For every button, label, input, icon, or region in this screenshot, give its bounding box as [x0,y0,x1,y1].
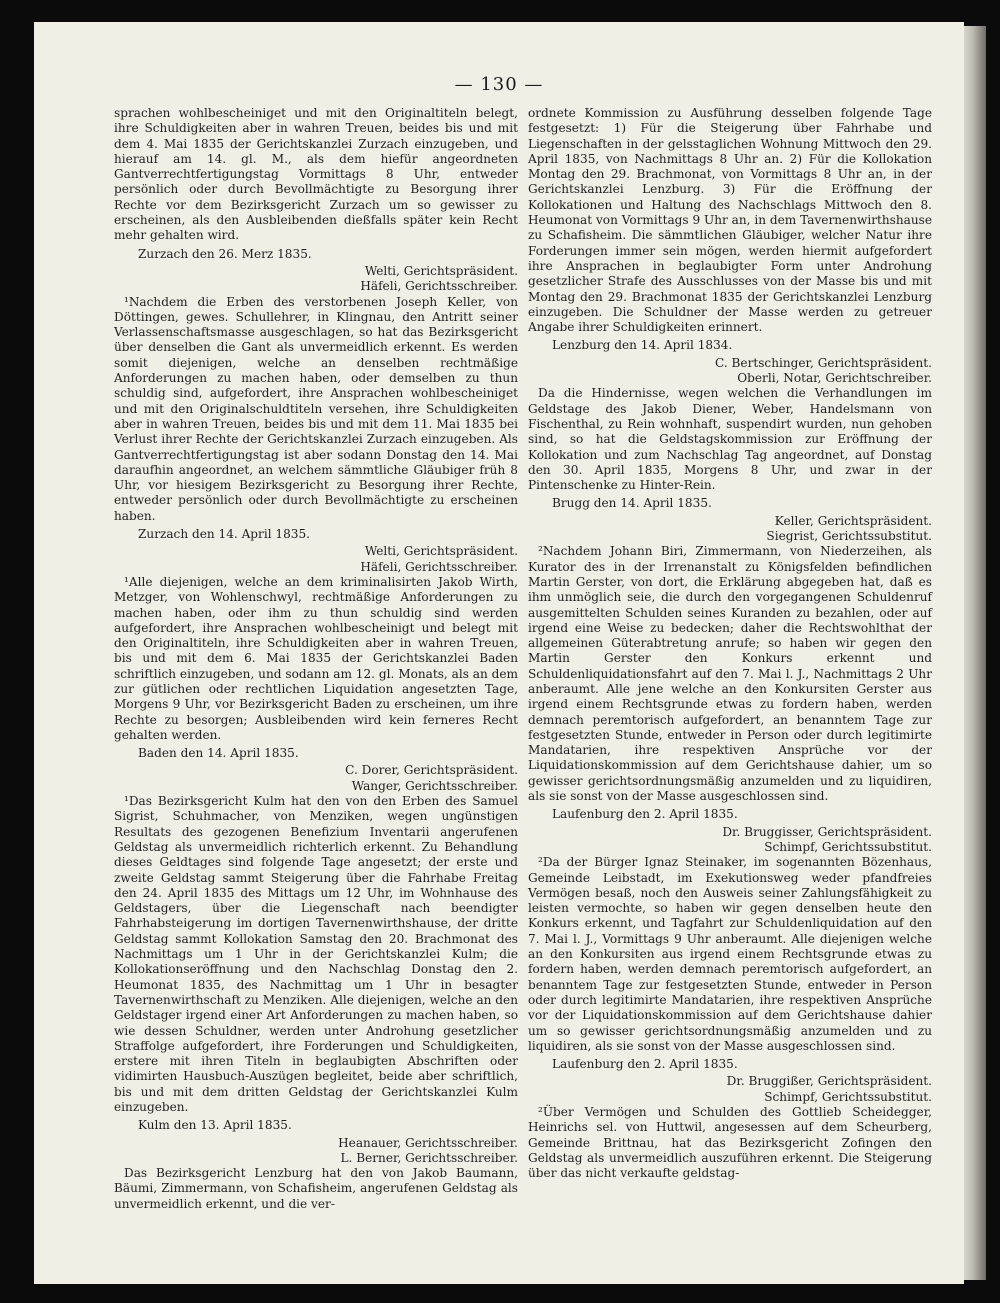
notice-signature: Schimpf, Gerichtssubstitut. [764,839,932,854]
notice-date: Laufenburg den 2. April 1835. [552,807,738,822]
notice-signature: Oberli, Notar, Gerichtschreiber. [737,371,932,386]
notice-paragraph: ²Über Vermögen und Schulden des Gottlieb Scheidegger, Heinrichs sel. von Huttwil, angesessen auf dem Scheurberg, Gemeinde Brittnau, hat das Bezirksgericht Zofingen den Geldstag als unvermeidlich auszuführen erkennt. Die Steigerung über das nicht verkaufte geldstag- [528,1105,932,1181]
notice-paragraph: sprachen wohlbescheiniget und mit den Originaltiteln belegt, ihre Schuldigkeiten aber in wahren Treuen, beides bis und mit dem 4. Mai 1835 der Gerichtskanzlei Zurzach einzugeben, und hierauf am 14. gl. M., als dem hiefür angeordneten Gantverrechtfertigungstag Vormittags 8 Uhr, entweder persönlich oder durch Bevollmächtigte zu Besorgung ihrer Rechte vor dem Bezirksgericht Zurzach um so gewisser zu erscheinen, als den Ausbleibenden dießfalls später kein Recht mehr gehalten wird. [114,106,518,243]
page-edge [964,26,986,1280]
notice-signature: Welti, Gerichtspräsident. [364,263,518,278]
notice-date: Brugg den 14. April 1835. [552,496,712,511]
notice-signature: Schimpf, Gerichtssubstitut. [764,1089,932,1104]
notice-paragraph: Das Bezirksgericht Lenzburg hat den von Jakob Baumann, Bäumi, Zimmermann, von Schafisheim, angerufenen Geldstag als unvermeidlich erkennt, und die ver- [114,1166,518,1211]
notice-signature: Keller, Gerichtspräsident. [774,513,932,528]
notice-signature: Siegrist, Gerichtssubstitut. [766,529,932,544]
notice-date: Laufenburg den 2. April 1835. [552,1057,738,1072]
notice-signature: C. Bertschinger, Gerichtspräsident. [715,355,932,370]
notice-signature: Dr. Bruggisser, Gerichtspräsident. [722,824,932,839]
newspaper-page [34,22,964,1284]
notice-date: Zurzach den 14. April 1835. [138,527,311,542]
notice-paragraph: ¹Alle diejenigen, welche an dem kriminalisirten Jakob Wirth, Metzger, von Wohlenschwyl, rechtmäßige Anforderungen zu machen haben, oder ihm zu thun schuldig sind werden aufgefordert, ihre Ansprachen wohlbescheinigt und belegt mit den Originaltiteln, ihre Schuldigkeiten aber in wahren Treuen, bis und mit dem 6. Mai 1835 der Gerichtskanzlei Baden schriftlich einzugeben, und sodann am 12. gl. Monats, als an dem zur gütlichen oder rechtlichen Liquidation angesetzten Tage, Morgens 9 Uhr, vor Bezirksgericht Baden zu erscheinen, um ihre Rechte zu besorgen; Ausbleibenden wird kein ferneres Recht gehalten werden. [114,574,518,742]
notice-signature: Welti, Gerichtspräsident. [364,544,518,559]
notice-signature: Häfeli, Gerichtsschreiber. [360,559,518,574]
notice-date: Baden den 14. April 1835. [138,746,299,761]
notice-paragraph: ¹Das Bezirksgericht Kulm hat den von den Erben des Samuel Sigrist, Schuhmacher, von Menziken, wegen ungünstigen Resultats des gezogenen Benefizium Inventarii angerufenen Geldstag als unvermeidlich richterlich erkennt. Zu Behandlung dieses Geldtages sind folgende Tage angesetzt; der erste und zweite Geldstag sammt Steigerung über die Fahrhabe Freitag den 24. April 1835 des Mittags um 12 Uhr, im Wohnhause des Geldstagers, über die Liegenschaft nach beendigter Fahrhabsteigerung im dortigen Tavernenwirthshause, der dritte Geldstag sammt Kollokation Samstag den 20. Brachmonat des Nachmittags um 1 Uhr in der Gerichtskanzlei Kulm; die Kollokationseröffnung und den Nachschlag Donstag den 2. Heumonat 1835, des Nachmittag um 1 Uhr in besagter Tavernenwirthschaft zu Menziken. Alle diejenigen, welche an den Geldstager irgend einer Art Anforderungen zu machen haben, so wie dessen Schuldner, werden unter Androhung gesetzlicher Straffolge aufgefordert, ihre Forderungen und Schuldigkeiten, erstere mit ihren Titeln in beglaubigten Abschriften oder vidimirten Hausbuch-Auszügen begleitet, beide aber schriftlich, bis und mit dem dritten Geldstag der Gerichtskanzlei Kulm einzugeben. [114,794,518,1114]
notice-signature: Wanger, Gerichtsschreiber. [351,778,518,793]
notice-signature: L. Berner, Gerichtsschreiber. [340,1150,518,1165]
notice-signature: C. Dorer, Gerichtspräsident. [345,763,518,778]
notice-signature: Heanauer, Gerichtsschreiber. [338,1135,518,1150]
notice-signature: Häfeli, Gerichtsschreiber. [360,279,518,294]
notice-date: Kulm den 13. April 1835. [138,1118,292,1133]
notice-date: Lenzburg den 14. April 1834. [552,338,733,353]
notice-date: Zurzach den 26. Merz 1835. [138,246,312,261]
right-column [528,106,932,1184]
notice-paragraph: ordnete Kommission zu Ausführung desselben folgende Tage festgesetzt: 1) Für die Steigerung über Fahrhabe und Liegenschaften in der gelsstaglichen Wohnung Mittwoch den 29. April 1835, von Nachmittags 8 Uhr an. 2) Für die Kollokation Montag den 29. Brachmonat, von Vormittags 8 Uhr an, in der Gerichtskanzlei Lenzburg. 3) Für die Eröffnung der Kollokationen und Haltung des Nachschlags Mittwoch den 8. Heumonat von Vormittags 9 Uhr an, in dem Tavernenwirthshause zu Schafisheim. Die sämmtlichen Gläubiger, welcher Natur ihre Forderungen immer sein mögen, werden hiermit aufgefordert ihre Ansprachen in beglaubigter Form unter Androhung gesetzlicher Strafe des Ausschlusses von der Masse bis und mit Montag den 29. Brachmonat 1835 der Gerichtskanzlei Lenzburg einzugeben. Die Schuldner der Masse werden zu getreuer Angabe ihrer Schuldigkeiten erinnert. [528,106,932,335]
notice-paragraph: Da die Hindernisse, wegen welchen die Verhandlungen im Geldstage des Jakob Diener, Weber, Handelsmann von Fischenthal, zu Rein wohnhaft, suspendirt wurden, nun gehoben sind, so hat die Geldstagskommission zur Eröffnung der Kollokation und zum Nachschlag Tag angeordnet, auf Donstag den 30. April 1835, Morgens 8 Uhr, und zwar in der Pintenschenke zu Hinter-Rein. [528,386,932,493]
page-number: — 130 — [454,74,544,95]
notice-paragraph: ²Nachdem Johann Biri, Zimmermann, von Niederzeihen, als Kurator des in der Irrenanstalt zu Königsfelden befindlichen Martin Gerster, von dort, die Erklärung abgegeben hat, daß es ihm unmöglich seie, die durch den vorgegangenen Schuldenruf ausgemittelten Schulden seines Kuranden zu bezahlen, oder auf irgend eine Weise zu bedecken; daher die Rechtswohlthat der allgemeinen Güterabtretung anrufe; so haben wir gegen den Martin Gerster den Konkurs erkennt und Schuldenliquidationsfahrt auf den 7. Mai l. J., Nachmittags 2 Uhr anberaumt. Alle jene welche an den Konkursiten Gerster aus irgend einem Rechtsgrunde etwas zu fordern haben, werden demnach peremtorisch aufgefordert, an benanntem Tage zur festgesetzten Stunde, entweder in Person oder durch legitimirte Mandatarien, ihre respektiven Ansprüche vor der Liquidationskommission auf dem Gerichtshause dahier, um so gewisser gerichtsordnungsmäßig anzumelden und zu liquidiren, als sie sonst von der Masse ausgeschlossen sind. [528,544,932,804]
notice-signature: Dr. Bruggißer, Gerichtspräsident. [726,1074,932,1089]
notice-paragraph: ²Da der Bürger Ignaz Steinaker, im sogenannten Bözenhaus, Gemeinde Leibstadt, im Exekutionsweg weder pfandfreies Vermögen besaß, noch den Ausweis seiner Zahlungsfähigkeit zu leisten vermochte, so haben wir gegen denselben heute den Konkurs erkennt, und Tagfahrt zur Schuldenliquidation auf den 7. Mai l. J., Vormittags 9 Uhr anberaumt. Alle diejenigen welche an den Konkursiten aus irgend einem Rechtsgrunde etwas zu fordern haben, werden demnach peremtorisch aufgefordert, an benanntem Tage zur festgesetzten Stunde, entweder in Person oder durch legitimirte Mandatarien, ihre respektiven Ansprüche vor der Liquidationskommission auf dem Gerichtshause dahier um so gewisser gerichtsordnungsmäßig anzumelden und zu liquidiren, als sie sonst von der Masse ausgeschlossen sind. [528,855,932,1053]
notice-paragraph: ¹Nachdem die Erben des verstorbenen Joseph Keller, von Döttingen, gewes. Schullehrer, in Klingnau, den Antritt seiner Verlassenschaftsmasse ausgeschlagen, so hat das Bezirksgericht über denselben die Gant als unvermeidlich erkennt. Es werden somit diejenigen, welche an denselben rechtmäßige Anforderungen zu machen haben, oder demselben zu thun schuldig sind, aufgefordert, ihre Ansprachen wohlbescheiniget und mit den Originalschuldtiteln versehen, ihre Schuldigkeiten aber in wahren Treuen, beides bis und mit dem 11. Mai 1835 bei Verlust ihrer Rechte der Gerichtskanzlei Zurzach einzugeben. Als Gantverrechtfertigungstag ist aber sodann Donstag den 14. Mai daraufhin angeordnet, an welchem sämmtliche Gläubiger früh 8 Uhr, vor hiesigem Bezirksgericht zu Besorgung ihrer Rechte, entweder persönlich oder durch Bevollmächtigte zu erscheinen haben. [114,294,518,523]
left-column [114,106,518,1215]
